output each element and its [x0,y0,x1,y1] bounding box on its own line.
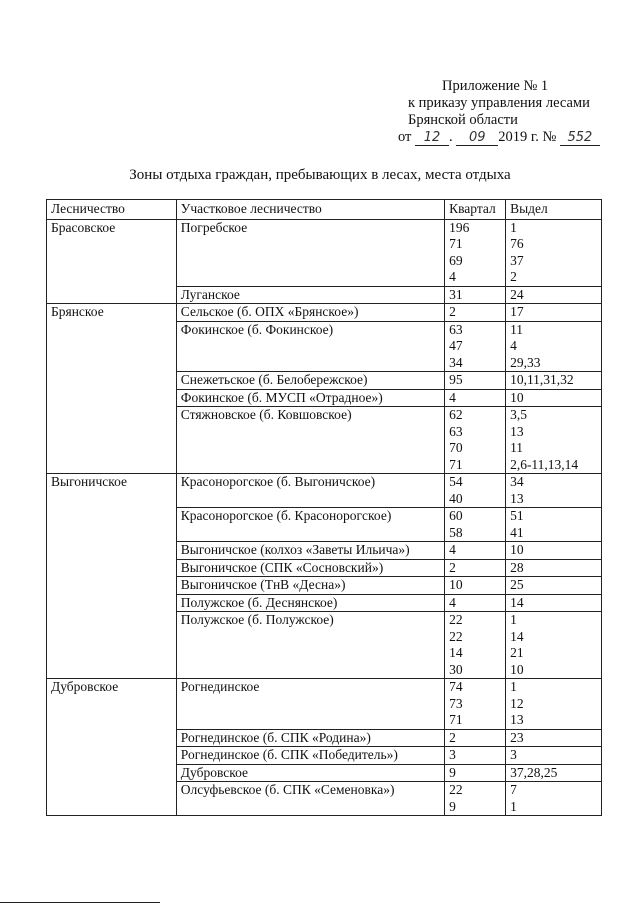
kvartal-value: 196 [449,219,470,235]
kvartal-value: 22 [449,782,463,797]
district-cell: Красонорогское (б. Красонорогское) [176,508,444,542]
date-year: 2019 г. № [498,129,557,145]
vydel-cell [506,747,602,765]
kvartal-value: 9 [449,798,456,814]
district-cell: Рогнединское (б. СПК «Победитель») [176,747,444,765]
district-cell: Рогнединское [176,679,444,730]
vydel-value: 4 [510,338,517,353]
vydel-value: 12 [510,695,524,711]
district-cell: Луганское [176,286,444,304]
table-row [47,474,602,508]
vydel-cell [506,304,602,322]
kvartal-value: 4 [449,389,456,405]
kvartal-cell [445,559,506,577]
vydel-value: 51 [510,508,524,523]
vydel-value: 2,6-11,13,14 [510,456,579,472]
kvartal-value: 4 [449,269,456,284]
kvartal-value: 31 [449,286,463,302]
vydel-cell [506,372,602,390]
vydel-value: 1 [510,679,517,694]
vydel-value: 14 [510,628,524,644]
kvartal-cell [445,286,506,304]
vydel-value: 13 [510,712,524,727]
district-cell: Фокинское (б. Фокинское) [176,321,444,372]
vydel-cell [506,219,602,286]
kvartal-value: 4 [449,542,456,557]
vydel-value: 29,33 [510,354,541,370]
table-row [47,679,602,730]
kvartal-value: 30 [449,661,463,677]
district-cell: Олсуфьевское (б. СПК «Семеновка») [176,782,444,816]
kvartal-value: 2 [449,559,456,575]
vydel-value: 2 [510,269,517,284]
vydel-value: 13 [510,490,524,506]
zones-table [46,199,602,816]
kvartal-value: 69 [449,252,463,268]
vydel-value: 23 [510,729,524,745]
vydel-cell [506,389,602,407]
kvartal-cell [445,321,506,372]
column-header-forestry: Лесничество [47,200,177,220]
kvartal-cell [445,764,506,782]
kvartal-cell [445,612,506,679]
kvartal-value: 2 [449,304,456,319]
vydel-value: 3 [510,747,517,762]
vydel-value: 21 [510,645,524,660]
kvartal-cell [445,372,506,390]
kvartal-value: 47 [449,338,463,353]
vydel-cell [506,782,602,816]
kvartal-value: 60 [449,508,463,523]
order-number: 552 [567,130,593,145]
kvartal-value: 74 [449,679,463,694]
vydel-value: 3,5 [510,407,527,422]
district-cell: Фокинское (б. МУСП «Отрадное») [176,389,444,407]
vydel-value: 76 [510,236,524,251]
kvartal-cell [445,747,506,765]
kvartal-cell [445,594,506,612]
vydel-value: 1 [510,219,517,235]
forestry-cell: Брянское [47,304,177,474]
column-header-district: Участковое лесничество [176,200,444,220]
date-day: 12 [423,130,441,145]
kvartal-value: 22 [449,612,463,627]
kvartal-value: 58 [449,524,463,540]
vydel-cell [506,729,602,747]
vydel-value: 28 [510,559,524,575]
district-cell: Стяжновское (б. Ковшовское) [176,407,444,474]
vydel-value: 11 [510,440,524,455]
document-header [398,78,628,146]
kvartal-cell [445,577,506,595]
district-cell: Полужское (б. Деснянское) [176,594,444,612]
kvartal-value: 54 [449,474,463,489]
vydel-value: 34 [510,474,524,489]
vydel-value: 13 [510,423,524,439]
kvartal-cell [445,542,506,560]
document-title: Зоны отдыха граждан, пребывающих в лесах, места отдыха [129,167,511,183]
district-cell: Выгоничское (колхоз «Заветы Ильича») [176,542,444,560]
kvartal-cell [445,729,506,747]
vydel-value: 10 [510,661,524,677]
vydel-cell [506,679,602,730]
forestry-cell: Выгоничское [47,474,177,679]
vydel-value: 37 [510,252,524,268]
kvartal-value: 34 [449,354,463,370]
table-row [47,219,602,286]
vydel-value: 1 [510,798,517,814]
vydel-cell [506,407,602,474]
kvartal-cell [445,782,506,816]
kvartal-value: 95 [449,372,463,387]
vydel-cell [506,286,602,304]
kvartal-value: 14 [449,645,463,660]
vydel-value: 14 [510,594,524,610]
kvartal-value: 9 [449,764,456,780]
vydel-value: 37,28,25 [510,764,558,780]
vydel-value: 11 [510,321,524,337]
kvartal-cell [445,679,506,730]
vydel-value: 10,11,31,32 [510,372,574,387]
vydel-cell [506,612,602,679]
district-cell: Выгоничское (ТнВ «Десна») [176,577,444,595]
district-cell: Полужское (б. Полужское) [176,612,444,679]
footnote-divider [0,902,160,903]
district-cell: Снежетьское (б. Белобережское) [176,372,444,390]
kvartal-cell [445,474,506,508]
vydel-value: 25 [510,577,524,592]
kvartal-cell [445,407,506,474]
kvartal-value: 71 [449,712,463,727]
kvartal-value: 3 [449,747,456,762]
column-header-vydel: Выдел [506,200,602,220]
vydel-value: 17 [510,304,524,319]
kvartal-cell [445,304,506,322]
vydel-cell [506,508,602,542]
kvartal-value: 63 [449,321,463,337]
kvartal-value: 63 [449,423,463,439]
vydel-cell [506,559,602,577]
kvartal-value: 71 [449,456,463,472]
appendix-date-line [398,129,628,146]
table-row [47,304,602,322]
kvartal-cell [445,219,506,286]
forestry-cell: Брасовское [47,219,177,304]
vydel-cell [506,474,602,508]
kvartal-value: 22 [449,628,463,644]
kvartal-cell [445,389,506,407]
forestry-cell: Дубровское [47,679,177,816]
table-header-row [47,200,602,220]
kvartal-value: 10 [449,577,463,592]
column-header-kvartal: Квартал [445,200,506,220]
kvartal-value: 73 [449,695,463,711]
appendix-title: Приложение № 1 [442,78,549,94]
vydel-value: 24 [510,286,524,302]
zones-table-body [47,219,602,816]
district-cell: Погребское [176,219,444,286]
district-cell: Дубровское [176,764,444,782]
date-month: 09 [469,130,486,145]
date-prefix: от [398,129,412,145]
kvartal-value: 62 [449,407,463,422]
vydel-value: 7 [510,782,517,797]
vydel-value: 41 [510,524,524,540]
vydel-value: 10 [510,389,524,405]
appendix-region: Брянской области [408,112,518,128]
vydel-cell [506,577,602,595]
vydel-cell [506,321,602,372]
vydel-value: 1 [510,612,517,627]
kvartal-value: 70 [449,440,463,455]
district-cell: Рогнединское (б. СПК «Родина») [176,729,444,747]
district-cell: Сельское (б. ОПХ «Брянское») [176,304,444,322]
kvartal-value: 71 [449,236,463,251]
date-separator: . [449,129,453,145]
kvartal-value: 2 [449,729,456,745]
vydel-cell [506,594,602,612]
kvartal-value: 40 [449,490,463,506]
vydel-cell [506,542,602,560]
kvartal-value: 4 [449,594,456,610]
appendix-order-ref: к приказу управления лесами [408,95,590,111]
district-cell: Красонорогское (б. Выгоничское) [176,474,444,508]
vydel-value: 10 [510,542,524,557]
kvartal-cell [445,508,506,542]
vydel-cell [506,764,602,782]
district-cell: Выгоничское (СПК «Сосновский») [176,559,444,577]
